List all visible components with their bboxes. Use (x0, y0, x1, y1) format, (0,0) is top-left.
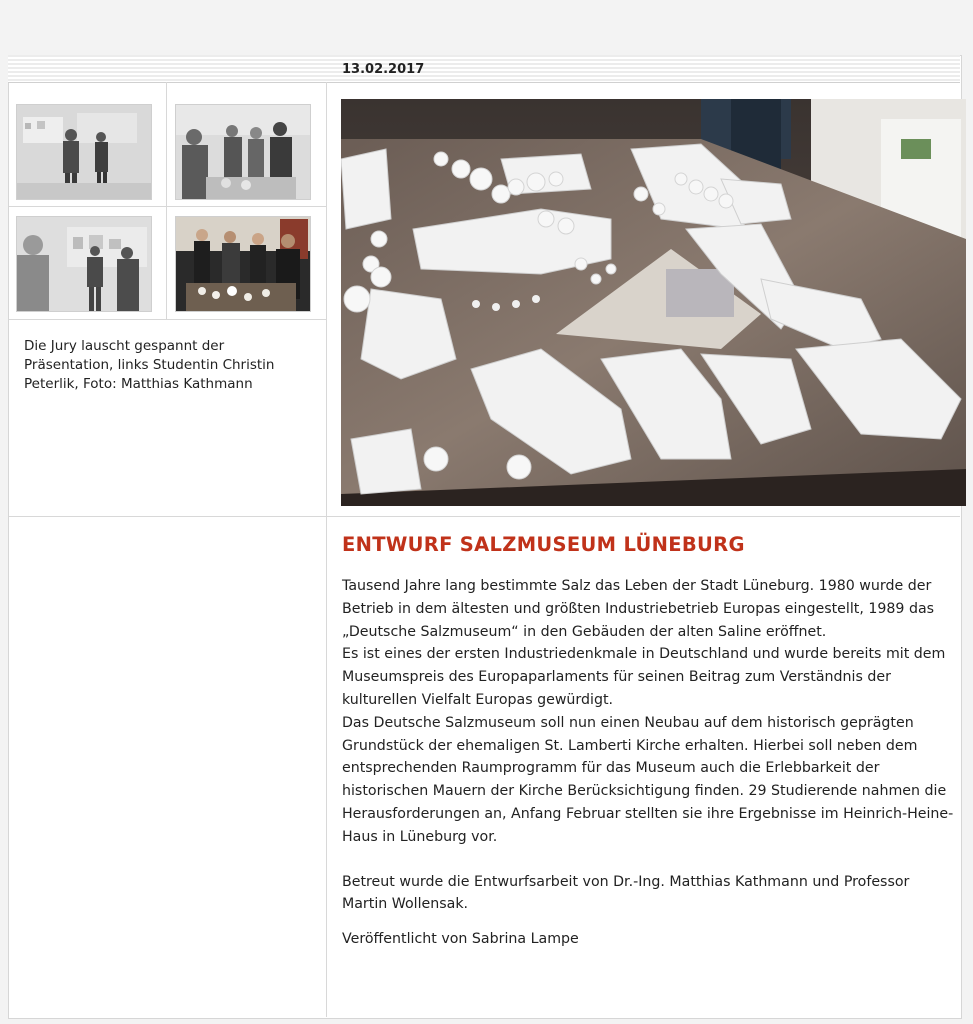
article-title: ENTWURF SALZMUSEUM LÜNEBURG (342, 533, 745, 556)
article-main-image[interactable] (341, 99, 966, 506)
top-band (0, 0, 973, 33)
gallery-thumbnail-4[interactable] (175, 216, 311, 312)
paragraph-spacer (342, 849, 954, 871)
sidebar-divider (9, 516, 960, 517)
article-paragraph: Tausend Jahre lang bestimmte Salz das Leben der Stadt Lüneburg. 1980 wurde der Betrieb in dem ältesten und größten Industriebetrieb Europas eingestellt, 1989 das „Deutsche Salzmuseum“ in den Gebäuden der alten Saline eröffnet. (342, 578, 935, 640)
gallery-thumbnail-2[interactable] (175, 104, 311, 200)
image-caption: Die Jury lauscht gespannt der Präsentation, links Studentin Christin Peterlik, Foto: Matthias Kathmann (24, 338, 275, 392)
thumb-divider-bottom (9, 319, 326, 320)
column-divider (326, 82, 327, 1017)
thumb-divider-vertical (166, 82, 167, 319)
article-paragraph: Betreut wurde die Entwurfsarbeit von Dr.-Ing. Matthias Kathmann und Professor Martin Wollensak. (342, 873, 910, 913)
article-paragraph: Es ist eines der ersten Industriedenkmale in Deutschland und wurde bereits mit dem Museumspreis des Europaparlaments für seinen Beitrag zum Verständnis der kulturellen Vielfalt Europas gewürdigt. (342, 646, 946, 708)
gallery-thumbnail-1[interactable] (16, 104, 152, 200)
post-date: 13.02.2017 (342, 62, 425, 77)
gallery-thumbnail-3[interactable] (16, 216, 152, 312)
header-stripes (8, 55, 960, 83)
article-paragraph: Das Deutsche Salzmuseum soll nun einen Neubau auf dem historisch geprägten Grundstück der ehemaligen St. Lamberti Kirche erhalten. Hierbei soll neben dem entsprechenden Raumprogramm für das Museum auch die Erlebbarkeit der historischen Mauern der Kirche Berücksichtigung finden. 29 Studierende nahmen die Herausforderungen an, Anfang Februar stellten sie ihre Ergebnisse im Heinrich-Heine-Haus in Lüneburg vor. (342, 714, 954, 845)
paragraph-spacer (342, 916, 954, 928)
thumb-divider-horizontal (9, 206, 326, 207)
author-line: Veröffentlicht von Sabrina Lampe (342, 931, 579, 948)
article-body (342, 575, 954, 951)
